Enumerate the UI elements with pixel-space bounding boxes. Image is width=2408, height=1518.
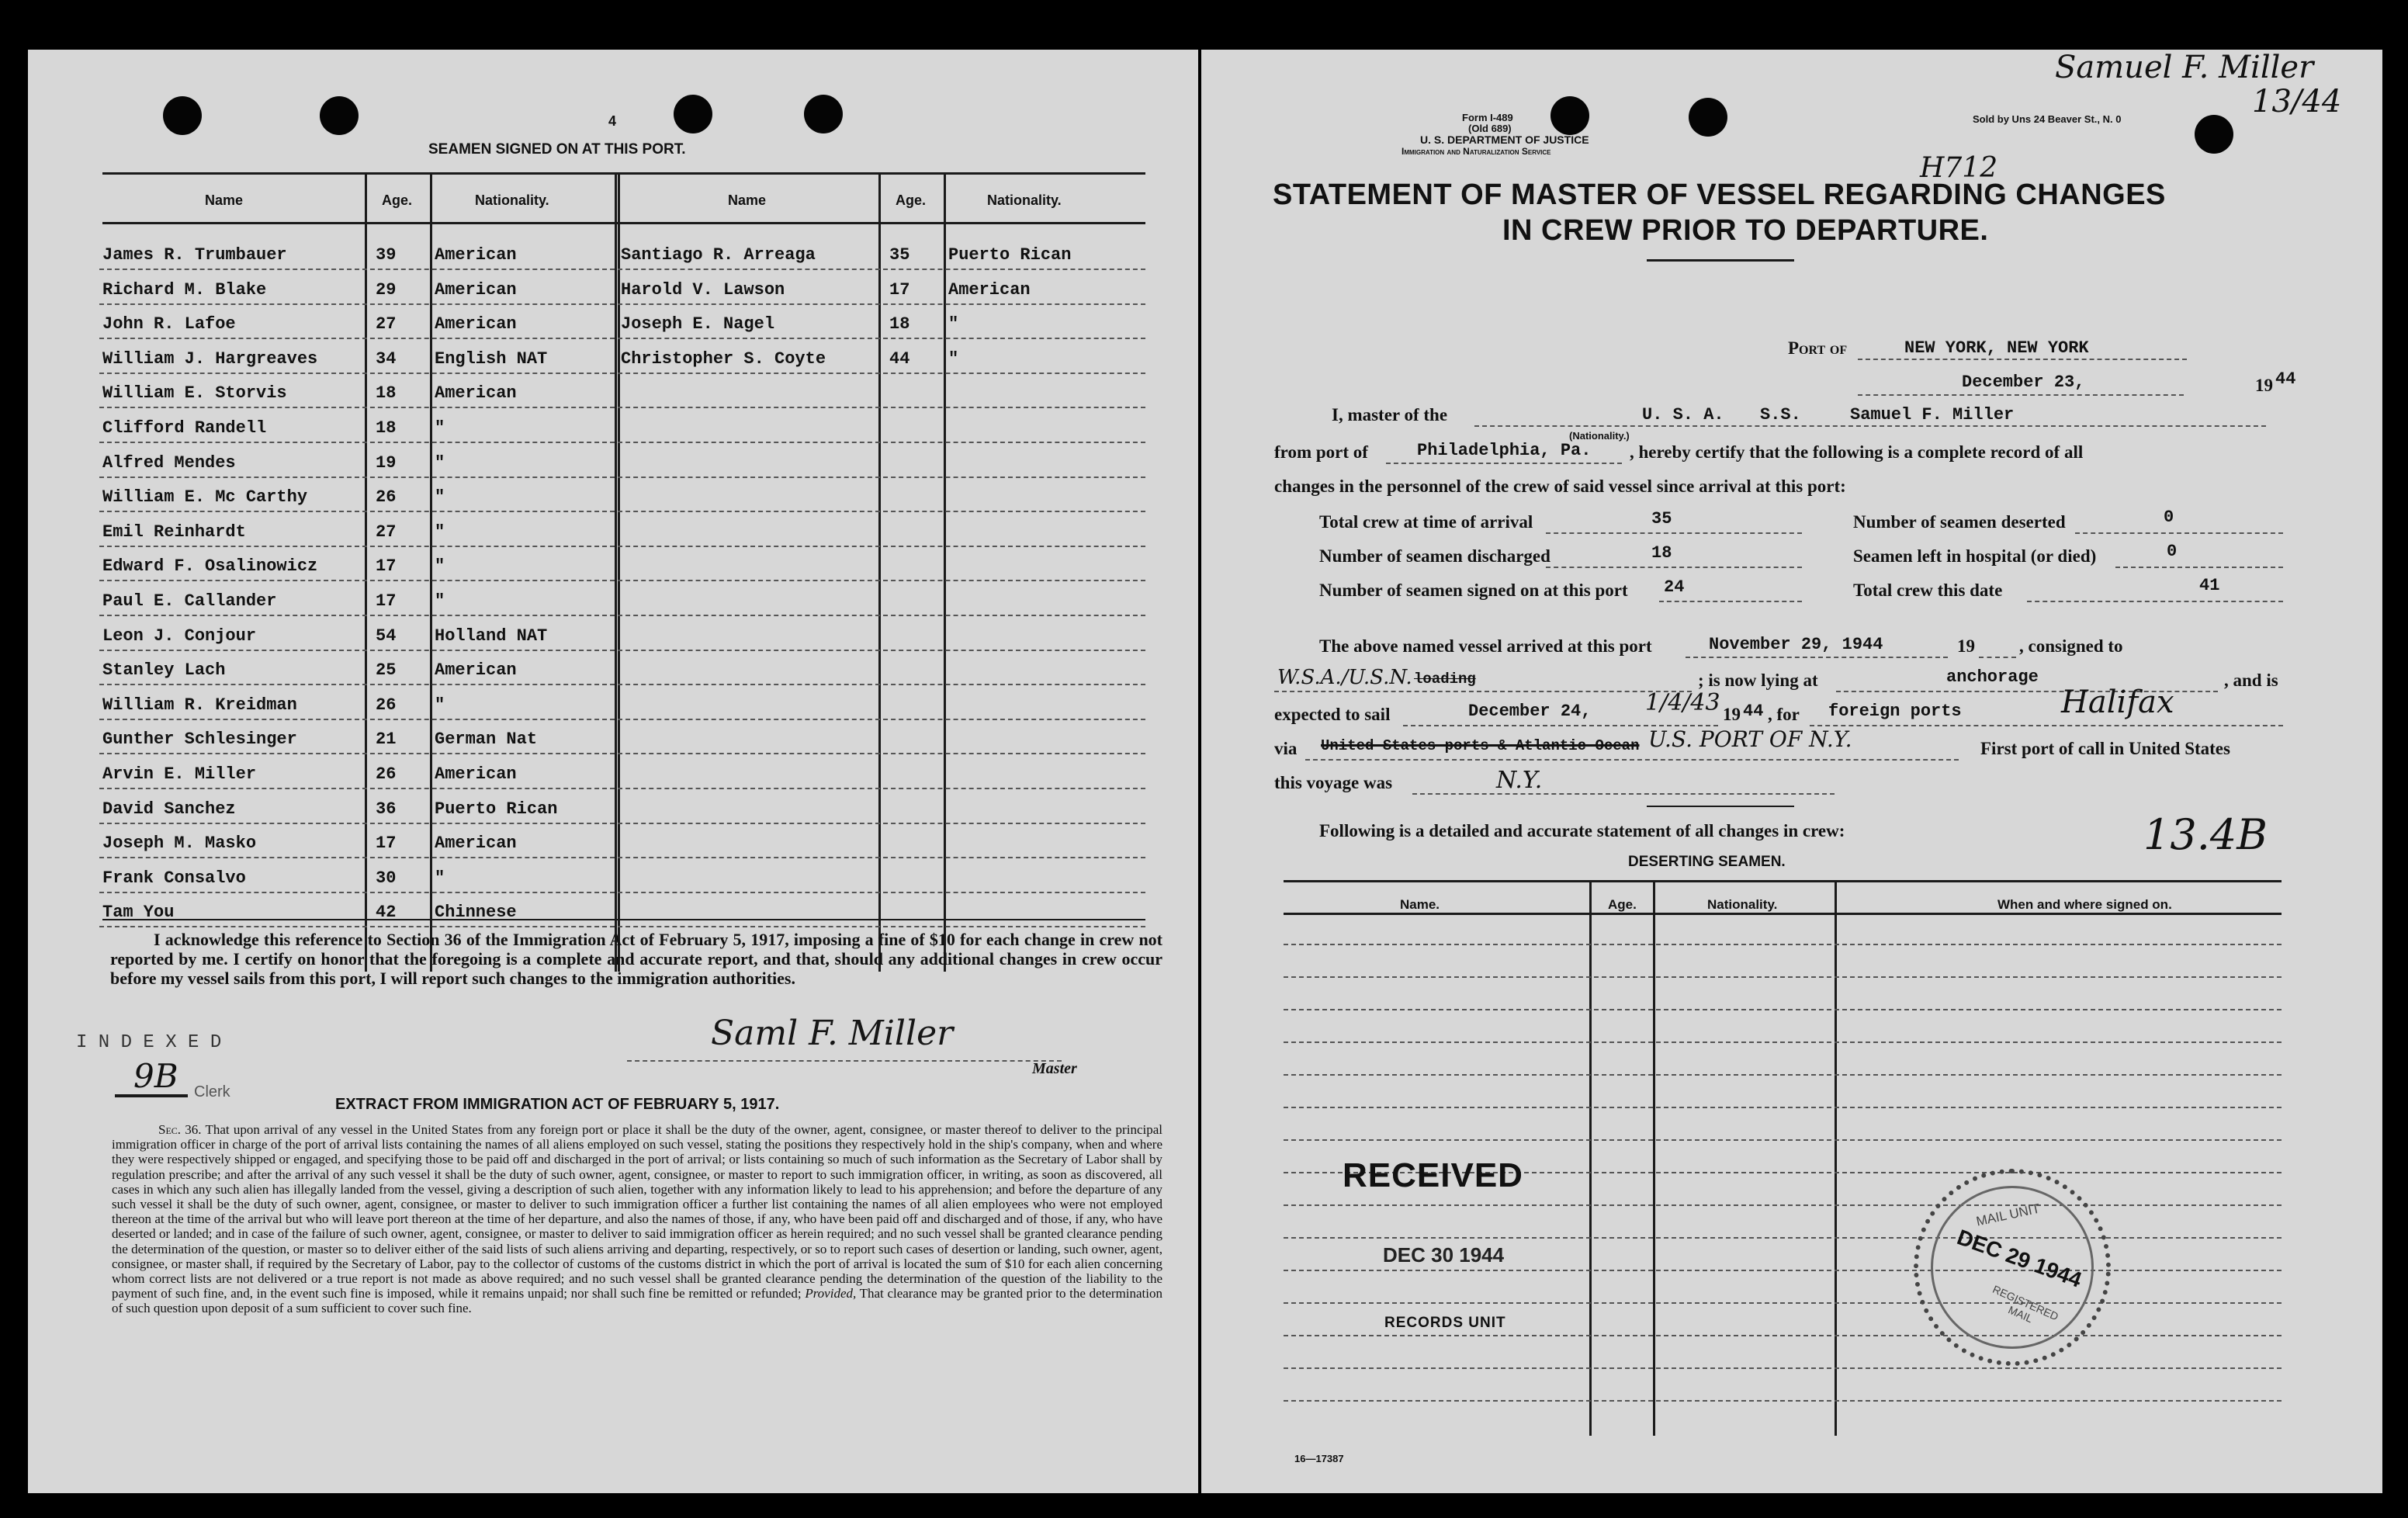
table-cell-name: Gunther Schlesinger (102, 730, 297, 750)
table-cell-name: William E. Mc Carthy (102, 487, 308, 508)
form-title-line2: IN CREW PRIOR TO DEPARTURE. (1502, 214, 1989, 247)
sec-label: Sec. 36. (158, 1122, 202, 1137)
desert-row-rule (1284, 1041, 2282, 1043)
left-page (28, 50, 1198, 1493)
punch-hole (804, 95, 843, 133)
desert-row-rule (1284, 976, 2282, 978)
consignee-value: W.S.A./U.S.N. (1277, 666, 1412, 689)
certify-text: , hereby certify that the following is a complete record of all (1630, 442, 2084, 462)
form-footer: 16—17387 (1294, 1453, 1344, 1464)
table-cell-nationality: " (435, 522, 445, 542)
ss-label: S.S. (1760, 405, 1801, 425)
table-cell-age: 17 (376, 556, 397, 577)
table-cell-age: 18 (376, 418, 397, 438)
sold-by: Sold by Uns 24 Beaver St., N. 0 (1973, 113, 2122, 125)
master-signature: Saml F. Miller (711, 1014, 954, 1053)
header-age: Age. (896, 192, 927, 208)
table-row-rule (99, 546, 615, 547)
desert-row-rule (1284, 1139, 2282, 1141)
desert-top-rule (1284, 880, 2282, 882)
and-is-text: , and is (2224, 671, 2278, 690)
table-row-rule (618, 753, 1145, 754)
via-line (1305, 759, 1959, 761)
table-cell-age: 27 (376, 314, 397, 334)
table-cell-age: 17 (376, 591, 397, 611)
short-rule (1647, 806, 1794, 807)
table-cell-name: Santiago R. Arreaga (621, 245, 816, 265)
header-name: Name (728, 192, 767, 208)
punch-hole (1550, 96, 1589, 135)
table-cell-name: Emil Reinhardt (102, 522, 246, 542)
table-cell-name: Frank Consalvo (102, 868, 246, 888)
table-cell-age: 44 (889, 348, 910, 369)
desert-header-rule (1284, 913, 2282, 915)
expected-hand: 1/4/43 (1645, 689, 1720, 716)
from-port-line (1386, 463, 1622, 464)
table-cell-nationality: " (435, 695, 445, 715)
table-row-rule (99, 407, 615, 408)
desert-col-divider (1589, 880, 1592, 1436)
right-page (1201, 50, 2382, 1493)
table-cell-age: 26 (376, 764, 397, 784)
table-cell-age: 25 (376, 660, 397, 681)
table-row-rule (99, 684, 615, 685)
table-cell-name: John R. Lafoe (102, 314, 236, 334)
nationality-label: (Nationality.) (1569, 430, 1630, 442)
table-row-rule (618, 269, 1145, 270)
indexed-stamp: I N D E X E D (76, 1032, 222, 1053)
discharged-label: Number of seamen discharged (1319, 546, 1550, 566)
table-cell-age: 21 (376, 730, 397, 750)
table-cell-nationality: " (435, 591, 445, 611)
total-arrival-line (1546, 532, 1802, 534)
top-number: 13/44 (2252, 84, 2342, 120)
header-nationality: Nationality. (987, 192, 1062, 208)
desert-row-rule (1284, 1107, 2282, 1108)
hospital-value: 0 (2167, 542, 2178, 561)
table-cell-name: Christopher S. Coyte (621, 348, 826, 369)
table-row-rule (618, 788, 1145, 789)
table-cell-age: 17 (889, 279, 910, 300)
table-row-rule (618, 719, 1145, 720)
postmark-stamp (1914, 1169, 2111, 1366)
table-cell-nationality: Puerto Rican (435, 799, 558, 819)
table-cell-nationality: Puerto Rican (948, 245, 1072, 265)
expected-text: expected to sail (1274, 705, 1391, 724)
table-cell-name: Clifford Randell (102, 418, 267, 438)
table-row-rule (99, 892, 615, 893)
table-cell-name: Tam You (102, 903, 175, 923)
arrived-value: November 29, 1944 (1709, 635, 1883, 654)
voyage-text: this voyage was (1274, 773, 1393, 792)
table-cell-nationality: American (435, 383, 517, 404)
table-row-rule (618, 823, 1145, 824)
table-row-rule (99, 823, 615, 824)
for-line (1810, 725, 2283, 726)
signed-on-line (1659, 601, 1802, 602)
port-label: Port of (1788, 338, 1848, 358)
table-cell-name: William E. Storvis (102, 383, 287, 404)
table-row-rule (618, 373, 1145, 374)
col-divider (878, 172, 881, 972)
table-cell-age: 17 (376, 834, 397, 854)
desert-row-rule (1284, 1074, 2282, 1076)
top-signature: Samuel F. Miller (2055, 50, 2314, 85)
table-cell-name: Stanley Lach (102, 660, 226, 681)
desert-row-rule (1284, 1335, 2282, 1336)
table-row-rule (99, 269, 615, 270)
desert-row-rule (1284, 1302, 2282, 1304)
table-cell-nationality: Holland NAT (435, 626, 548, 646)
table-row-rule (618, 303, 1145, 305)
table-cell-age: 54 (376, 626, 397, 646)
table-row-rule (99, 580, 615, 581)
punch-hole (2195, 115, 2233, 154)
table-cell-name: David Sanchez (102, 799, 236, 819)
total-date-value: 41 (2199, 576, 2220, 595)
for-value: foreign ports (1828, 702, 1962, 721)
via-struck: United States ports & Atlantic Ocean (1321, 737, 1640, 754)
table-row-rule (618, 338, 1145, 339)
desert-row-rule (1284, 1237, 2282, 1239)
arrived-year-line (1979, 657, 2016, 658)
discharged-value: 18 (1651, 543, 1672, 563)
table-cell-age: 27 (376, 522, 397, 542)
table-row-rule (99, 373, 615, 374)
table-cell-age: 35 (889, 245, 910, 265)
col-divider (430, 172, 432, 972)
consignee-struck: loading (1414, 671, 1476, 688)
ship-name: Samuel F. Miller (1850, 405, 2015, 425)
date-value: December 23, (1962, 373, 2085, 392)
table-cell-name: Joseph E. Nagel (621, 314, 775, 334)
table-row-rule (618, 546, 1145, 547)
acknowledgement: I acknowledge this reference to Section 36 of the Immigration Act of February 5, 1917, imposing a fine of $10 for each change in crew not reported by me. I certify on honor that the foregoing is a complete and accurate report, and that, should any additional changes in crew occur before my vessel sails from this port, I will report such changes to the immigration authorities. (110, 930, 1162, 988)
table-row-rule (618, 857, 1145, 858)
total-arrival-label: Total crew at time of arrival (1319, 512, 1533, 532)
lying-text: ; is now lying at (1698, 671, 1818, 690)
hospital-line (2115, 567, 2283, 568)
table-row-rule (99, 477, 615, 478)
deserting-title: DESERTING SEAMEN. (1628, 854, 1786, 870)
table-header-rule (102, 222, 1145, 224)
desert-col-divider (1653, 880, 1655, 1436)
lying-value: anchorage (1946, 667, 2039, 687)
nationality-value: U. S. A. (1642, 405, 1724, 425)
table-cell-age: 36 (376, 799, 397, 819)
master-of-label: I, master of the (1332, 405, 1448, 425)
page-number: 4 (608, 113, 617, 129)
punch-hole (163, 96, 202, 135)
voyage-value: N.Y. (1496, 767, 1543, 794)
signed-on-label: Number of seamen signed on at this port (1319, 581, 1628, 600)
table-row-rule (618, 477, 1145, 478)
table-row-rule (618, 926, 1145, 927)
table-cell-nationality: " (435, 452, 445, 473)
table-cell-nationality: American (435, 279, 517, 300)
total-date-label: Total crew this date (1853, 581, 2003, 600)
department: U. S. DEPARTMENT OF JUSTICE (1420, 133, 1589, 146)
port-line (1858, 359, 2187, 360)
clerk-initials: 9B (133, 1057, 178, 1095)
for-hand: Halifax (2061, 684, 2174, 720)
postmark-top: MAIL UNIT (1974, 1201, 2042, 1229)
expected-year-value: 44 (1743, 702, 1764, 721)
table-cell-name: Edward F. Osalinowicz (102, 556, 318, 577)
table-cell-age: 19 (376, 452, 397, 473)
hospital-label: Seamen left in hospital (or died) (1853, 546, 2097, 566)
table-bottom-rule (102, 919, 1145, 920)
expected-value: December 24, (1468, 702, 1592, 721)
date-line (1858, 394, 2184, 396)
extract-tail: That clearance may be granted prior to the determination of such question upon deposit of a sum sufficient to cover such fine. (112, 1286, 1163, 1316)
year-prefix: 19 (2255, 376, 2273, 395)
deserted-line (2075, 532, 2283, 534)
table-cell-nationality: American (435, 660, 517, 681)
via-text: via (1274, 739, 1298, 758)
table-row-rule (99, 857, 615, 858)
for-text: , for (1768, 705, 1800, 724)
discharged-line (1546, 567, 1802, 568)
from-port-value: Philadelphia, Pa. (1417, 441, 1592, 460)
master-of-line (1474, 425, 2266, 427)
form-title-line1: STATEMENT OF MASTER OF VESSEL REGARDING CHANGES (1273, 178, 2166, 211)
desert-row-rule (1284, 1400, 2282, 1402)
form-number: Form I-489 (1462, 112, 1513, 123)
table-cell-name: Leon J. Conjour (102, 626, 257, 646)
year-value: 44 (2275, 369, 2296, 389)
table-cell-age: 39 (376, 245, 397, 265)
postmark-date: DEC 29 1944 (1953, 1225, 2085, 1292)
header-age: Age. (382, 192, 413, 208)
table-row-rule (99, 788, 615, 789)
table-row-rule (618, 650, 1145, 651)
col-divider (944, 172, 946, 972)
table-cell-name: Harold V. Lawson (621, 279, 785, 300)
signed-on-value: 24 (1664, 577, 1685, 597)
following-text: Following is a detailed and accurate statement of all changes in crew: (1319, 821, 1845, 840)
from-port-label: from port of (1274, 442, 1368, 462)
voyage-line (1412, 793, 1835, 795)
extract-title: EXTRACT FROM IMMIGRATION ACT OF FEBRUARY 5, 1917. (335, 1096, 780, 1113)
table-cell-name: William R. Kreidman (102, 695, 297, 715)
table-cell-age: 18 (889, 314, 910, 334)
table-cell-nationality: American (948, 279, 1031, 300)
expected-year: 19 (1723, 705, 1741, 724)
table-cell-name: William J. Hargreaves (102, 348, 318, 369)
desert-row-rule (1284, 1270, 2282, 1271)
table-cell-nationality: Chinnese (435, 903, 517, 923)
deserted-value: 0 (2164, 508, 2174, 527)
table-cell-nationality: " (435, 418, 445, 438)
signature-line (627, 1060, 1062, 1062)
header-name: Name (205, 192, 244, 208)
consigned-text: , consigned to (2019, 636, 2123, 656)
table-row-rule (99, 442, 615, 443)
clerk-label: Clerk (194, 1083, 230, 1100)
hand-code: H712 (1920, 152, 1998, 184)
col-divider (615, 172, 617, 972)
table-cell-nationality: German Nat (435, 730, 538, 750)
table-cell-name: Paul E. Callander (102, 591, 277, 611)
table-cell-age: 26 (376, 695, 397, 715)
table-cell-nationality: " (948, 314, 959, 334)
desert-row-rule (1284, 1204, 2282, 1206)
desert-row-rule (1284, 1367, 2282, 1369)
table-row-rule (99, 719, 615, 720)
table-cell-nationality: " (948, 348, 959, 369)
table-cell-nationality: English NAT (435, 348, 548, 369)
deserted-label: Number of seamen deserted (1853, 512, 2066, 532)
received-stamp: RECEIVED (1343, 1156, 1523, 1194)
table-cell-nationality: " (435, 556, 445, 577)
first-port-text: First port of call in United States (1980, 739, 2230, 758)
table-cell-nationality: " (435, 868, 445, 888)
hand-number: 13.4B (2143, 810, 2268, 859)
extract-body (112, 1122, 1162, 1316)
table-cell-nationality: American (435, 245, 517, 265)
title-rule (1647, 259, 1794, 262)
table-row-rule (618, 407, 1145, 408)
table-cell-age: 18 (376, 383, 397, 404)
desert-header-when-where: When and where signed on. (1997, 897, 2172, 912)
table-cell-nationality: American (435, 764, 517, 784)
table-cell-name: Arvin E. Miller (102, 764, 257, 784)
desert-header-nationality: Nationality. (1707, 897, 1778, 912)
postmark-bottom: REGISTERED MAIL (1990, 1282, 2061, 1326)
table-row-rule (618, 892, 1145, 893)
extract-text: That upon arrival of any vessel in the United States from any foreign port or place it shall be the duty of the owner, agent, consignee, or master thereof to deliver to the principal immigration officer in charge of the port of arrival lists containing the names of all aliens employed on such vessel, stating the positions they respectively hold in the ship's company, when and where they were respectively shipped or engaged, and specifying those to be paid off and discharged in the port of arrival; or lists containing so much of such information as the Secretary of Labor shall by regulation prescribe; and after the arrival of any such vessel it shall be the duty of such owner, agent, consignee, or master to report to such immigration officer, in writing, as soon as discovered, all cases in which any such alien has illegally landed from the vessel, giving a description of such alien, together with any information likely to lead to his apprehension; and before the departure of any such vessel it shall be the duty of such owner, agent, consignee, or master to deliver to such immigration officer a further list containing the names of all alien employees who were not employed thereon at the time of the arrival but who will leave port thereon at the time of her departure, and also the names of those, if any, who have been paid off and discharged and of those, if any, who have deserted or landed; and in case of the failure of such owner, agent, consignee, or master to deliver to said immigration officer as herein required; and no such vessel shall be granted clearance pending the determination of the question, or master so to deliver either of the said lists of such aliens arriving and departing, respectively, or so to report such cases of desertion or landing, such owner, agent, consignee, or master shall, if required by the Secretary of Labor, pay to the collector of customs of the customs district in which the port of arrival is located the sum of $10 for each alien concerning whom correct lists are not delivered or a true report is not made as above required; and no such vessel shall be granted clearance pending the determination of the question of the liability to the payment of such fine, and, in the event such fine is imposed, while it remains unpaid; nor shall such fine be remitted or refunded; (112, 1122, 1162, 1301)
table-cell-nationality: American (435, 834, 517, 854)
master-label: Master (1032, 1060, 1077, 1077)
table-cell-name: Joseph M. Masko (102, 834, 257, 854)
consignee-line (1274, 691, 1692, 692)
table-cell-age: 34 (376, 348, 397, 369)
changes-text: changes in the personnel of the crew of said vessel since arrival at this port: (1274, 477, 1846, 496)
desert-header-age: Age. (1608, 897, 1637, 912)
table-cell-name: Richard M. Blake (102, 279, 267, 300)
table-cell-age: 30 (376, 868, 397, 888)
table-cell-nationality: American (435, 314, 517, 334)
arrived-year: 19 (1957, 636, 1975, 656)
service: Immigration and Naturalization Service (1401, 146, 1551, 157)
form-old: (Old 689) (1468, 123, 1512, 134)
desert-row-rule (1284, 1009, 2282, 1010)
table-row-rule (99, 615, 615, 616)
punch-hole (674, 95, 712, 133)
table-row-rule (99, 303, 615, 305)
table-row-rule (618, 615, 1145, 616)
desert-header-name: Name. (1400, 897, 1440, 912)
col-divider (365, 172, 367, 972)
table-row-rule (99, 511, 615, 512)
table-cell-age: 42 (376, 903, 397, 923)
port-value: NEW YORK, NEW YORK (1904, 338, 2089, 358)
total-date-line (2027, 601, 2283, 602)
section-title: SEAMEN SIGNED ON AT THIS PORT. (428, 141, 686, 158)
received-date: DEC 30 1944 (1383, 1243, 1505, 1267)
table-cell-name: James R. Trumbauer (102, 245, 287, 265)
punch-hole (1689, 98, 1727, 137)
table-top-rule (102, 172, 1145, 175)
table-row-rule (618, 442, 1145, 443)
desert-row-rule (1284, 944, 2282, 945)
table-row-rule (99, 338, 615, 339)
arrived-line (1686, 657, 1948, 658)
header-nationality: Nationality. (475, 192, 549, 208)
desert-col-divider (1835, 880, 1837, 1436)
via-hand: U.S. PORT OF N.Y. (1648, 726, 1852, 752)
table-row-rule (618, 580, 1145, 581)
extract-provided: Provided, (805, 1286, 857, 1301)
table-row-rule (99, 753, 615, 754)
table-row-rule (99, 926, 615, 927)
table-cell-name: Alfred Mendes (102, 452, 236, 473)
table-row-rule (618, 511, 1145, 512)
arrived-text: The above named vessel arrived at this port (1319, 636, 1652, 656)
table-cell-age: 29 (376, 279, 397, 300)
punch-hole (320, 96, 359, 135)
table-row-rule (99, 650, 615, 651)
table-cell-nationality: " (435, 487, 445, 508)
total-arrival-value: 35 (1651, 509, 1672, 529)
table-cell-age: 26 (376, 487, 397, 508)
table-row-rule (618, 684, 1145, 685)
received-unit: RECORDS UNIT (1384, 1315, 1506, 1331)
col-divider (618, 172, 620, 972)
